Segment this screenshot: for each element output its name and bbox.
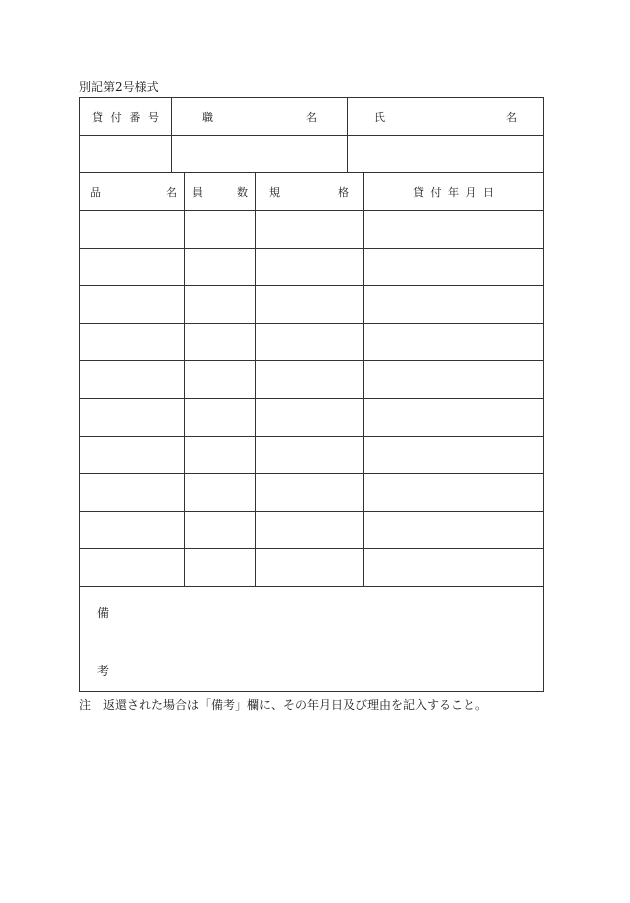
- footnote-mark: 注: [79, 698, 92, 712]
- count-cell[interactable]: [185, 286, 256, 324]
- count-cell[interactable]: [185, 361, 256, 399]
- count-cell[interactable]: [185, 474, 256, 512]
- loan-date-char: 年: [448, 185, 459, 199]
- name-header: [348, 98, 543, 136]
- loan-number-char: 番: [129, 110, 141, 124]
- loan-date-cell[interactable]: [364, 399, 543, 437]
- count-char: 員: [192, 185, 203, 199]
- footnote: [79, 698, 487, 712]
- spec-char: 格: [338, 185, 349, 199]
- spec-cell[interactable]: [256, 211, 364, 249]
- count-cell[interactable]: [185, 549, 256, 587]
- post-char: 職: [202, 110, 213, 124]
- loan-date-cell[interactable]: [364, 549, 543, 587]
- count-header: [185, 173, 256, 211]
- loan-date-cell[interactable]: [364, 437, 543, 475]
- spec-char: 規: [269, 185, 280, 199]
- spec-cell[interactable]: [256, 399, 364, 437]
- spec-header: [256, 173, 364, 211]
- item-name-char: 名: [166, 185, 177, 199]
- remarks-char: 備: [97, 606, 110, 620]
- spec-cell[interactable]: [256, 474, 364, 512]
- loan-date-cell[interactable]: [364, 286, 543, 324]
- item-name-cell[interactable]: [80, 549, 185, 587]
- name-field[interactable]: [348, 136, 543, 173]
- loan-date-header: [364, 173, 543, 211]
- loan-date-cell[interactable]: [364, 324, 543, 362]
- loan-date-cell[interactable]: [364, 211, 543, 249]
- count-cell[interactable]: [185, 324, 256, 362]
- loan-number-field[interactable]: [80, 136, 172, 173]
- loan-date-cell[interactable]: [364, 249, 543, 287]
- item-name-cell[interactable]: [80, 437, 185, 475]
- loan-date-char: 日: [483, 185, 494, 199]
- loan-number-char: 貸: [92, 110, 103, 124]
- count-cell[interactable]: [185, 249, 256, 287]
- spec-cell[interactable]: [256, 512, 364, 550]
- count-cell[interactable]: [185, 512, 256, 550]
- loan-number-char: 付: [110, 110, 122, 124]
- loan-date-cell[interactable]: [364, 512, 543, 550]
- spec-cell[interactable]: [256, 549, 364, 587]
- loan-date-char: 月: [465, 185, 477, 199]
- spec-cell[interactable]: [256, 437, 364, 475]
- name-char: 名: [506, 110, 517, 124]
- count-cell[interactable]: [185, 211, 256, 249]
- footnote-text: 返還された場合は「備考」欄に、その年月日及び理由を記入すること。: [103, 698, 488, 712]
- item-name-cell[interactable]: [80, 249, 185, 287]
- item-name-cell[interactable]: [80, 399, 185, 437]
- remarks-area[interactable]: [80, 587, 543, 691]
- remarks-char: 考: [97, 664, 110, 678]
- post-header: [172, 98, 348, 136]
- spec-cell[interactable]: [256, 324, 364, 362]
- count-cell[interactable]: [185, 399, 256, 437]
- loan-date-cell[interactable]: [364, 361, 543, 399]
- form-label: 別記第2号様式: [79, 80, 159, 94]
- spec-cell[interactable]: [256, 286, 364, 324]
- post-char: 名: [306, 110, 317, 124]
- item-name-cell[interactable]: [80, 324, 185, 362]
- item-name-cell[interactable]: [80, 286, 185, 324]
- item-name-cell[interactable]: [80, 211, 185, 249]
- name-char: 氏: [374, 110, 385, 124]
- post-field[interactable]: [172, 136, 348, 173]
- item-name-cell[interactable]: [80, 474, 185, 512]
- loan-date-cell[interactable]: [364, 474, 543, 512]
- item-name-char: 品: [90, 185, 101, 199]
- loan-form-table: [79, 97, 544, 692]
- loan-date-char: 付: [430, 185, 442, 199]
- count-char: 数: [237, 185, 248, 199]
- spec-cell[interactable]: [256, 249, 364, 287]
- count-cell[interactable]: [185, 437, 256, 475]
- loan-number-header: [80, 98, 172, 136]
- loan-date-char: 貸: [413, 185, 424, 199]
- spec-cell[interactable]: [256, 361, 364, 399]
- loan-number-char: 号: [147, 110, 159, 124]
- item-name-cell[interactable]: [80, 512, 185, 550]
- item-name-header: [80, 173, 185, 211]
- item-name-cell[interactable]: [80, 361, 185, 399]
